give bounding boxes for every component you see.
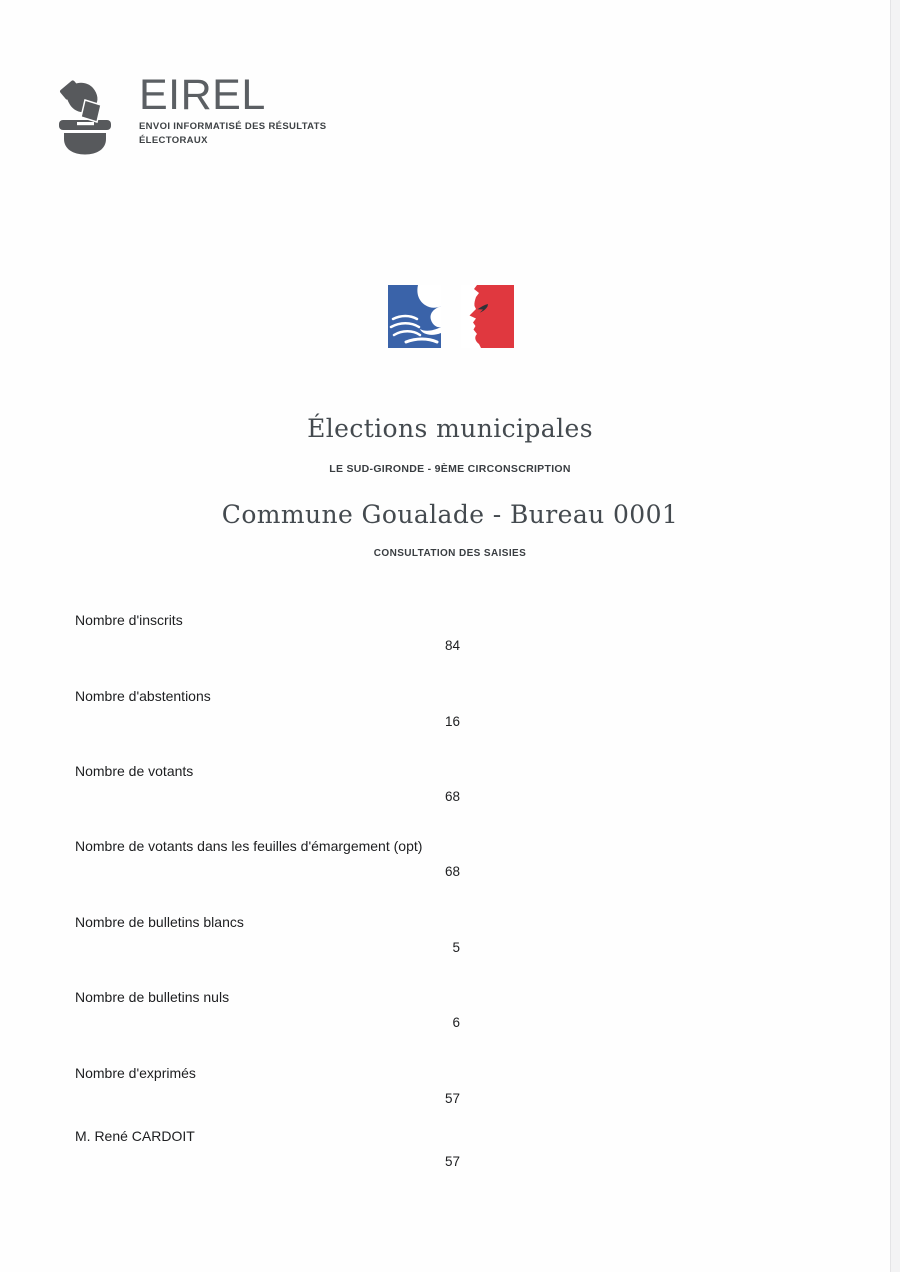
result-label: Nombre de bulletins blancs (75, 914, 244, 930)
result-label: M. René CARDOIT (75, 1128, 195, 1144)
result-label: Nombre d'abstentions (75, 688, 211, 704)
result-value: 84 (444, 638, 460, 653)
result-row (75, 1128, 460, 1170)
brand-name: EIREL (139, 71, 266, 119)
brand-tagline-line2: ÉLECTORAUX (139, 135, 208, 146)
result-label: Nombre d'inscrits (75, 612, 183, 628)
bureau-title: Commune Goualade - Bureau 0001 (221, 500, 679, 529)
result-row (75, 688, 460, 730)
brand-tagline-line1: ENVOI INFORMATISÉ DES RÉSULTATS (139, 121, 327, 132)
ballot-box-icon (57, 74, 113, 156)
result-row (75, 612, 460, 654)
result-label: Nombre d'exprimés (75, 1065, 196, 1081)
result-value: 5 (452, 940, 460, 955)
constituency-subtitle: LE SUD-GIRONDE - 9ÈME CIRCONSCRIPTION (329, 463, 571, 475)
result-label: Nombre de votants dans les feuilles d'émargement (opt) (75, 838, 423, 854)
result-value: 68 (444, 789, 460, 804)
flag-red-block (461, 285, 514, 348)
french-republic-logo (388, 285, 514, 348)
result-label: Nombre de votants (75, 763, 194, 779)
election-title: Élections municipales (307, 414, 593, 443)
flag-blue-block (388, 285, 441, 348)
result-value: 68 (444, 864, 460, 879)
result-value: 57 (444, 1154, 460, 1169)
result-row (75, 1065, 460, 1107)
section-label: CONSULTATION DES SAISIES (373, 548, 527, 559)
result-value: 16 (444, 714, 460, 729)
result-row (75, 989, 460, 1031)
result-row (75, 763, 460, 805)
page-edge (890, 0, 900, 1272)
result-row (75, 914, 460, 956)
result-value: 6 (452, 1015, 460, 1030)
result-row (75, 838, 460, 880)
result-label: Nombre de bulletins nuls (75, 989, 230, 1005)
result-value: 57 (444, 1091, 460, 1106)
